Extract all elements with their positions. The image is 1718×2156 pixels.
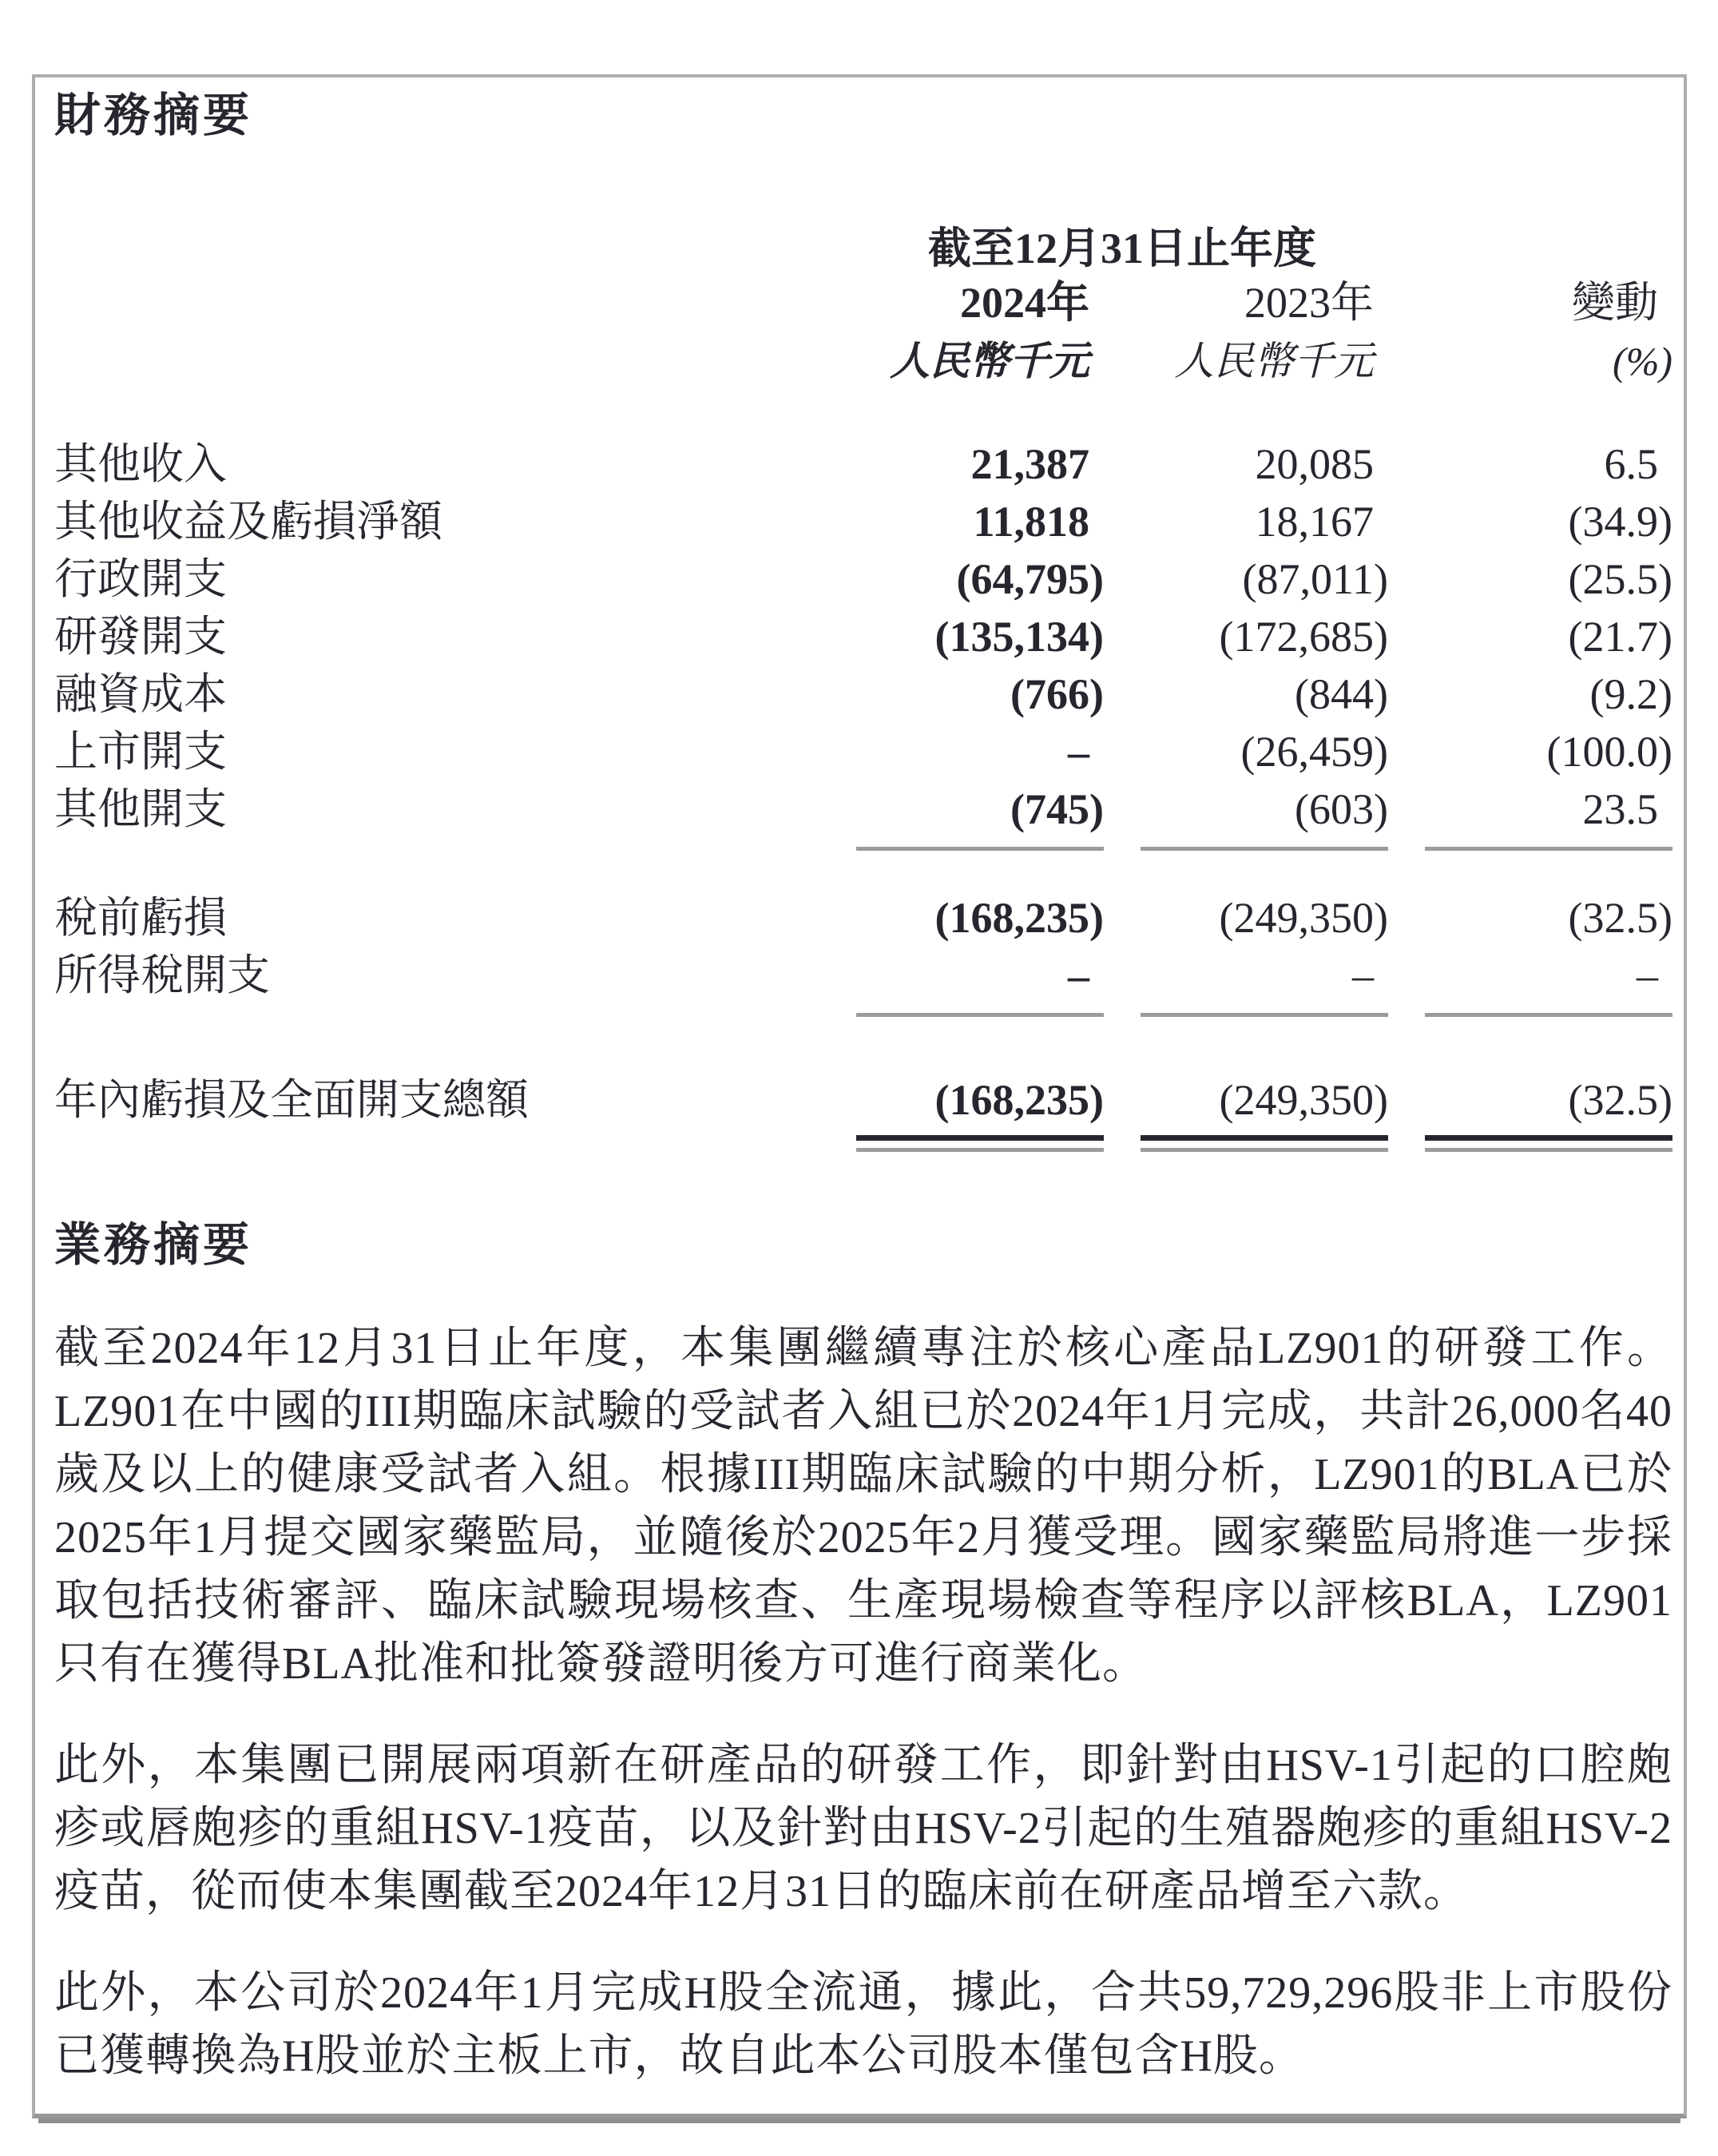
value-2024: (135,134) [934, 612, 1104, 661]
value-2024: (64,795) [956, 554, 1104, 603]
row-label: 上市開支 [54, 727, 227, 776]
period-header: 截至12月31日止年度 [928, 224, 1316, 272]
financial-summary-heading: 財務摘要 [54, 89, 253, 141]
single-rule-row [54, 844, 1672, 852]
row-label: 所得稅開支 [54, 951, 270, 999]
table-row-listing-expenses [54, 723, 1672, 780]
column-header-2024: 2024年 [960, 278, 1089, 327]
value-2024: 21,387 [970, 439, 1089, 488]
empty-cell [1425, 244, 1672, 245]
business-paragraph-lz901: 截至2024年12月31日止年度，本集團繼續專注於核心產品LZ901的研發工作。LZ901在中國的III期臨床試驗的受試者入組已於2024年1月完成，共計26,000名40歲及以上的健康受試者入組。根據III期臨床試驗的中期分析，LZ901的BLA已於2025年1月提交國家藥監局，並隨後於2025年2月獲受理。國家藥監局將進一步採取包括技術審評、臨床試驗現場核查、生產現場檢查等程序以評核BLA，LZ901只有在獲得BLA批准和批簽發證明後方可進行商業化。 [54, 1324, 1672, 1689]
value-change: (100.0) [1546, 727, 1672, 776]
value-2023: (26,459) [1240, 727, 1388, 776]
table-row-administrative-expenses [54, 550, 1672, 608]
table-period-header-row [54, 216, 1672, 272]
single-rule-row [54, 1011, 1672, 1018]
row-label: 稅前虧損 [54, 893, 227, 942]
row-label: 其他收益及虧損淨額 [54, 497, 442, 546]
value-change: (32.5) [1568, 893, 1672, 942]
column-header-change: 變動 [1572, 278, 1658, 327]
value-2024: (168,235) [934, 893, 1104, 942]
table-units-row [54, 333, 1672, 391]
table-row-other-income [54, 435, 1672, 493]
value-2023: (844) [1295, 669, 1388, 718]
unit-label-2024: 人民幣千元 [890, 339, 1089, 384]
column-rule [1425, 1013, 1672, 1017]
table-row-loss-before-tax [54, 889, 1672, 947]
value-change: (9.2) [1589, 669, 1672, 718]
column-header-2023: 2023年 [1244, 278, 1374, 327]
empty-cell [54, 362, 819, 363]
business-paragraph-hsv-vaccines: 此外，本集團已開展兩項新在研產品的研發工作，即針對由HSV-1引起的口腔皰疹或唇皰疹的重組HSV-1疫苗，以及針對由HSV-2引起的生殖器皰疹的重組HSV-2疫苗，從而使本集團截至2024年12月31日的臨床前在研產品增至六款。 [54, 1741, 1672, 1916]
table-row-income-tax-expense [54, 947, 1672, 1004]
value-change: – [1637, 951, 1658, 999]
column-rule [856, 847, 1104, 851]
value-change: 6.5 [1604, 439, 1658, 488]
value-change: (34.9) [1568, 497, 1672, 546]
column-rule [1141, 1013, 1388, 1017]
value-2023: – [1352, 951, 1374, 999]
value-change: (25.5) [1568, 554, 1672, 603]
unit-label-2023: 人民幣千元 [1174, 339, 1374, 384]
empty-cell [54, 1143, 819, 1144]
value-change: (32.5) [1568, 1075, 1672, 1124]
row-label: 其他收入 [54, 439, 227, 488]
table-row-total-loss [54, 1071, 1672, 1129]
document-border-box [32, 74, 1687, 2118]
double-rule-row [54, 1134, 1672, 1153]
value-2024: – [1068, 951, 1089, 999]
value-2024: – [1068, 727, 1089, 776]
unit-label-change: (%) [1613, 339, 1672, 384]
column-rule [1141, 847, 1388, 851]
table-row-finance-costs [54, 665, 1672, 723]
financial-summary-table [54, 216, 1672, 1153]
value-2024: (766) [1010, 669, 1104, 718]
empty-cell [54, 244, 819, 245]
table-row-other-expenses [54, 780, 1672, 838]
empty-cell [54, 1014, 819, 1015]
column-rule [1425, 847, 1672, 851]
value-change: 23.5 [1582, 784, 1658, 833]
value-2023: (87,011) [1242, 554, 1388, 603]
row-label: 其他開支 [54, 784, 227, 833]
row-label: 年內虧損及全面開支總額 [54, 1075, 529, 1124]
value-2024: (745) [1010, 784, 1104, 833]
row-label: 研發開支 [54, 612, 227, 661]
row-label: 融資成本 [54, 669, 227, 718]
value-2023: (249,350) [1219, 1075, 1388, 1124]
value-2023: 18,167 [1255, 497, 1374, 546]
table-row-other-gains-losses [54, 493, 1672, 550]
column-double-rule [1141, 1135, 1388, 1152]
column-double-rule [856, 1135, 1104, 1152]
value-2023: (172,685) [1219, 612, 1388, 661]
empty-cell [54, 848, 819, 849]
value-2023: 20,085 [1255, 439, 1374, 488]
column-rule [856, 1013, 1104, 1017]
column-double-rule [1425, 1135, 1672, 1152]
business-summary-heading: 業務摘要 [54, 1219, 253, 1271]
business-paragraph-h-share: 此外，本公司於2024年1月完成H股全流通，據此，合共59,729,296股非上市股份已獲轉換為H股並於主板上市，故自此本公司股本僅包含H股。 [54, 1968, 1672, 2081]
empty-cell [54, 303, 819, 304]
value-2023: (249,350) [1219, 893, 1388, 942]
value-2024: (168,235) [934, 1075, 1104, 1124]
value-2024: 11,818 [973, 497, 1089, 546]
value-2023: (603) [1295, 784, 1388, 833]
table-year-header-row [54, 272, 1672, 333]
row-label: 行政開支 [54, 554, 227, 603]
table-row-rd-expenses [54, 608, 1672, 665]
value-change: (21.7) [1568, 612, 1672, 661]
